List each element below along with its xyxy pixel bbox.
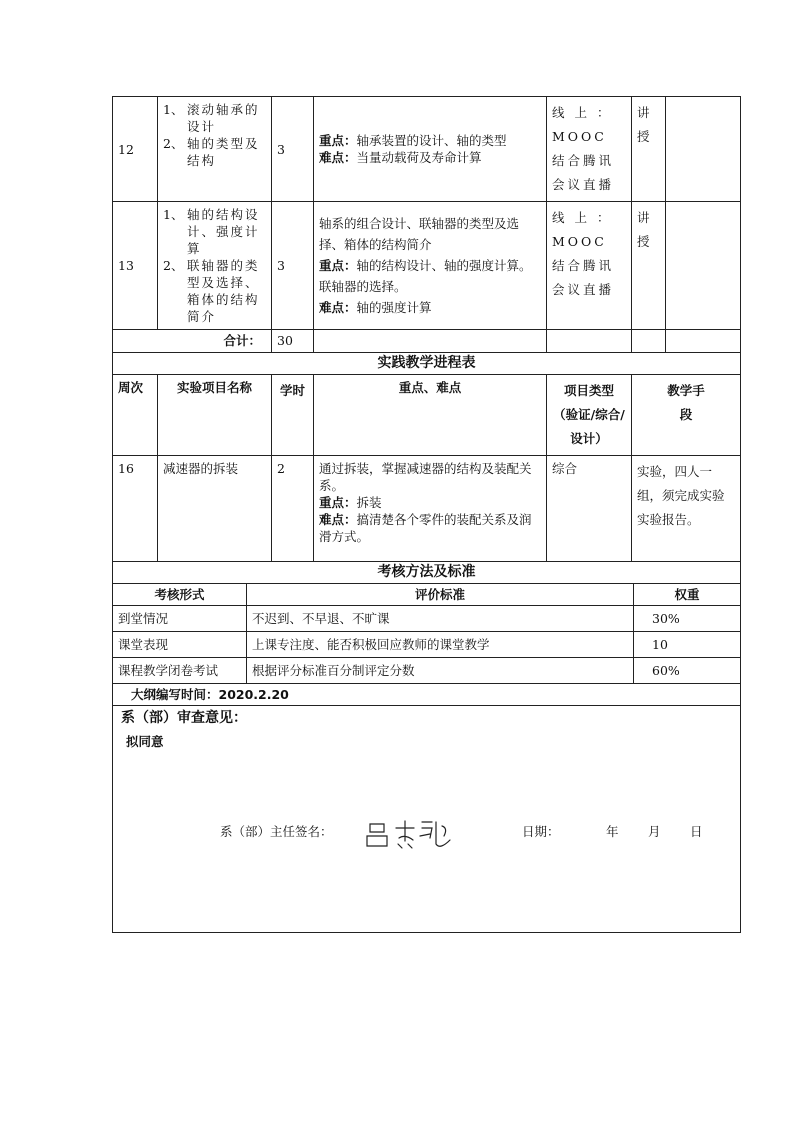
assessment-row	[113, 606, 741, 632]
assessment-header-row	[113, 584, 741, 606]
topics-cell	[158, 202, 272, 330]
remarks-cell	[666, 97, 741, 202]
practice-section-title: 实践教学进程表	[113, 353, 741, 375]
teaching-method-cell: 讲授	[632, 97, 666, 202]
project-type-cell: 综合	[547, 456, 632, 562]
weight-cell: 10	[634, 632, 741, 658]
key-points-cell: 轴系的组合设计、联轴器的类型及选择、箱体的结构简介 重点：轴的结构设计、轴的强度计算。联轴器的选择。 难点：轴的强度计算	[314, 202, 547, 330]
topics-cell	[158, 97, 272, 202]
total-row	[113, 330, 741, 353]
topic-item: 1、 轴的结构设计、强度计算	[163, 207, 260, 256]
review-title: 系（部）审查意见：	[121, 710, 247, 726]
remarks-cell	[666, 202, 741, 330]
key-points-cell: 通过拆装，掌握减速器的结构及装配关系。 重点：拆装 难点：搞清楚各个零件的装配关系及润滑方式。	[314, 456, 547, 562]
total-value: 30	[272, 330, 314, 353]
review-opinion: 拟同意	[126, 734, 164, 749]
project-name-cell: 减速器的拆装	[158, 456, 272, 562]
practice-header-row	[113, 375, 741, 456]
header-form: 考核形式	[113, 584, 247, 606]
header-key-points: 重点、难点	[314, 375, 547, 456]
theory-row	[113, 202, 741, 330]
teaching-method-cell: 讲授	[632, 202, 666, 330]
week-cell: 12	[113, 97, 158, 202]
weight-cell: 30%	[634, 606, 741, 632]
month-label: 月	[648, 824, 661, 839]
hours-cell: 3	[272, 202, 314, 330]
header-week: 周次	[113, 375, 158, 456]
theory-row	[113, 97, 741, 202]
topic-item: 2、 轴的类型及结构	[163, 136, 260, 168]
hours-cell: 3	[272, 97, 314, 202]
day-label: 日	[690, 824, 703, 839]
date-label: 日期：	[522, 824, 560, 839]
assessment-row	[113, 658, 741, 684]
year-label: 年	[606, 824, 619, 839]
criteria-cell: 根据评分标准百分制评定分数	[247, 658, 634, 684]
signer-label: 系（部）主任签名：	[220, 824, 333, 839]
syllabus-sheet	[112, 96, 740, 933]
compile-time: 大纲编写时间：2020.2.20	[113, 684, 741, 706]
topic-item: 2、 联轴器的类型及选择、箱体的结构简介	[163, 258, 260, 324]
header-project-name: 实验项目名称	[158, 375, 272, 456]
key-points-cell: 重点：轴承装置的设计、轴的类型 难点：当量动载荷及寿命计算	[314, 97, 547, 202]
form-cell: 课程教学闭卷考试	[113, 658, 247, 684]
header-criteria: 评价标准	[247, 584, 634, 606]
theory-schedule-table	[112, 96, 741, 353]
practice-row	[113, 456, 741, 562]
assessment-section-title: 考核方法及标准	[113, 562, 741, 584]
teaching-mode-cell: 线 上 ：MOOC 结合腾讯会议直播	[547, 202, 632, 330]
teaching-means-cell: 实验，四人一组，须完成实验实验报告。	[632, 456, 741, 562]
teaching-mode-cell: 线 上 ：MOOC 结合腾讯会议直播	[547, 97, 632, 202]
weight-cell: 60%	[634, 658, 741, 684]
handwritten-signature	[362, 816, 462, 852]
header-project-type: 项目类型（验证/综合/设计）	[547, 375, 632, 456]
form-cell: 课堂表现	[113, 632, 247, 658]
practice-schedule-table	[112, 352, 741, 562]
week-cell: 16	[113, 456, 158, 562]
total-label: 合计：	[113, 330, 272, 353]
criteria-cell: 不迟到、不早退、不旷课	[247, 606, 634, 632]
assessment-table	[112, 561, 741, 933]
week-cell: 13	[113, 202, 158, 330]
form-cell: 到堂情况	[113, 606, 247, 632]
criteria-cell: 上课专注度、能否积极回应教师的课堂教学	[247, 632, 634, 658]
hours-cell: 2	[272, 456, 314, 562]
topic-item: 1、 滚动轴承的设计	[163, 102, 260, 134]
assessment-row	[113, 632, 741, 658]
header-teaching-means: 教学手段	[632, 375, 741, 456]
header-hours: 学时	[272, 375, 314, 456]
header-weight: 权重	[634, 584, 741, 606]
